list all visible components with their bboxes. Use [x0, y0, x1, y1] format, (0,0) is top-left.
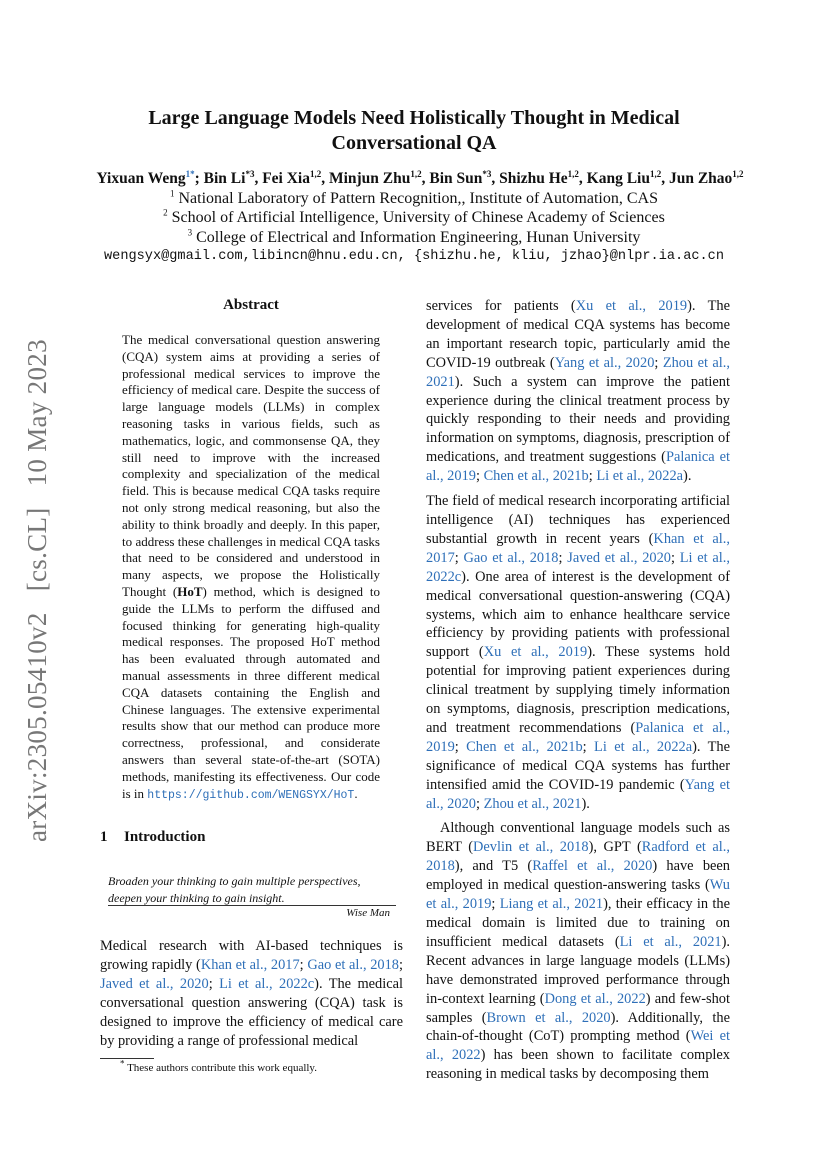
paper-title	[100, 106, 728, 156]
body-text: ;	[558, 549, 568, 566]
body-text: ;	[475, 468, 484, 485]
citation-link[interactable]: Brown et al., 2020	[486, 1009, 611, 1026]
author-name: Bin Li	[203, 170, 246, 187]
section-title: Introduction	[124, 829, 206, 845]
abstract-text: .	[354, 785, 358, 801]
body-text: services for patients (	[426, 298, 576, 314]
arxiv-id: arXiv:2305.05410v2	[22, 612, 52, 842]
body-text: ).	[683, 468, 692, 485]
method-name: HoT	[177, 583, 203, 599]
body-text: Medical research with AI-based techniques is growing rapidly (	[100, 938, 403, 973]
body-text: ). Recent advances in large language models (LLMs) have demonstrated improved performance through in-context learning (	[426, 933, 730, 1007]
body-text: ;	[454, 549, 464, 566]
arxiv-date: 10 May 2023	[22, 339, 52, 487]
citation-link[interactable]: Xu et al., 2019	[575, 298, 688, 314]
body-text: The field of medical research incorporating artificial intelligence (AI) techniques has experienced substantial growth in recent years (	[426, 493, 730, 547]
body-text: ). The medical conversational question answering (CQA) task is designed to improve the efficiency of medical care by providing a range of professional medical	[100, 976, 403, 1049]
affiliation-number: 2	[163, 207, 168, 218]
author-affil-mark: 1,2	[410, 168, 422, 179]
citation-link[interactable]: Khan et al., 2017	[200, 957, 300, 973]
body-text: ;	[299, 957, 308, 973]
body-text: ;	[654, 354, 663, 371]
author-emails: wengsyx@gmail.com,libincn@hnu.edu.cn, {shizhu.he, kliu, jzhao}@nlpr.ia.ac.cn	[104, 249, 724, 264]
citation-link[interactable]: Li et al., 2022a	[594, 738, 693, 755]
body-text: ). These systems hold potential for improving patient experiences during clinical treatment by supplying timely information on symptoms, diagnosis, prescription medications, and treatment recommendations (	[426, 644, 730, 736]
author-name: Jun Zhao	[668, 170, 733, 187]
author-affil-mark[interactable]: 1	[185, 168, 191, 179]
body-text: ). Additionally, the chain-of-thought (CoT) prompting method (	[426, 1009, 730, 1045]
body-text: ). Such a system can improve the patient experience during the clinical treatment process by quickly responding to their needs and providing information on symptoms, diagnosis, prescription of medications, and treatment suggestions (	[426, 373, 730, 466]
author-affil-mark: 1,2	[567, 168, 579, 179]
affiliation-2	[60, 208, 768, 228]
code-url-link[interactable]: https://github.com/WENGSYX/HoT	[147, 788, 355, 802]
body-text: ), their efficacy in the medical domain is limited due to training on insufficient medical datasets (	[426, 896, 731, 950]
citation-link[interactable]: Devlin et al., 2018	[473, 839, 589, 856]
citation-link[interactable]: Chen et al., 2021b	[483, 468, 589, 485]
author-name: Minjun Zhu	[328, 170, 411, 187]
author-list: Yixuan Weng$^{1*}$; Bin Li$^{*3}$, Fei Xia$^{1,2}$, Minjun Zhu$^{1,2}$, Bin Sun$^{*3}$, Shizhu He$^{1,2}$, Kang Liu$^{1,2}$, Jun Zhao$^{1,2}$	[96, 168, 744, 187]
citation-link[interactable]: Wei et al., 2022	[426, 1028, 730, 1064]
affiliation-text: School of Artificial Intelligence, University of Chinese Academy of Sciences	[171, 209, 665, 226]
arxiv-sidebar-stamp	[22, 339, 62, 842]
body-text: ;	[671, 549, 680, 566]
author-name: Fei Xia	[262, 170, 310, 187]
body-text: ), and T5 (	[454, 858, 533, 875]
title-line-1: Large Language Models Need Holistically Thought in Medical	[148, 107, 680, 129]
body-text: ;	[399, 957, 403, 973]
citation-link[interactable]: Raffel et al., 2020	[532, 858, 653, 875]
author-affil-mark: 1,2	[309, 168, 322, 179]
body-text: ;	[208, 976, 220, 992]
footnote	[120, 1058, 410, 1075]
citation-link[interactable]: Palanica et al., 2019	[426, 449, 730, 485]
author-affil-mark: 1,2	[732, 168, 744, 179]
affiliation-3	[60, 228, 768, 248]
section-number: 1	[100, 829, 108, 845]
body-text: ). One area of interest is the development of medical conversational question-answering (CQA) systems, which aim to enhance healthcare service efficiency by providing patients with professional support (	[426, 568, 730, 661]
citation-link[interactable]: Javed et al., 2020	[100, 976, 209, 992]
paragraph	[426, 492, 730, 813]
body-text: ) and few-shot samples (	[426, 990, 731, 1026]
paragraph	[426, 297, 730, 486]
body-text: ). The significance of medical CQA systems has further intensified amid the COVID-19 pandemic (	[426, 738, 730, 793]
body-text: ;	[588, 468, 597, 485]
abstract-heading: Abstract	[223, 297, 279, 313]
citation-link[interactable]: Yang et al., 2020	[554, 354, 655, 371]
citation-link[interactable]: Zhou et al., 2021	[483, 795, 582, 812]
affiliation-1	[60, 189, 768, 209]
arxiv-category: [cs.CL]	[22, 507, 52, 592]
quote-line: Broaden your thinking to gain multiple perspectives,	[108, 874, 361, 888]
citation-link[interactable]: Dong et al., 2022	[544, 990, 646, 1007]
section-heading-introduction	[100, 829, 205, 846]
right-column	[426, 297, 730, 1090]
quote-divider	[108, 905, 396, 906]
citation-link[interactable]: Chen et al., 2021b	[466, 738, 583, 755]
author-name: Shizhu He	[499, 170, 568, 187]
abstract-text: The medical conversational question answering (CQA) system aims at providing a series of professional medical services to improve the efficiency of medical care. Despite the success of large language models (LLMs) in complex reasoning tasks in various fields, such as mathematics, logic, and commonsense QA, they still need to improve with the increased complexity and specialization of the medical field. This is because medical CQA tasks require not only strong medical reasoning, but also the ability to think broadly and deeply. In this paper, to address these challenges in medical CQA tasks that need to be considered and understood in many aspects, we propose the Holistically Thought (	[122, 332, 380, 599]
citation-link[interactable]: Liang et al., 2021	[499, 896, 604, 913]
paragraph	[426, 819, 730, 1084]
citation-link[interactable]: Khan et al., 2017	[426, 530, 730, 566]
footnote-mark: *	[120, 1058, 125, 1069]
quote-author: Wise Man	[346, 907, 390, 919]
citation-link[interactable]: Xu et al., 2019	[483, 644, 588, 661]
affiliation-number: 1	[170, 188, 175, 199]
citation-link[interactable]: Li et al., 2022c	[426, 549, 730, 585]
citation-link[interactable]: Li et al., 2021	[619, 933, 722, 950]
citation-link[interactable]: Javed et al., 2020	[567, 549, 671, 566]
abstract-body	[122, 332, 380, 804]
affiliation-text: College of Electrical and Information Engineering, Hunan University	[196, 229, 641, 246]
affiliation-number: 3	[187, 227, 193, 238]
body-text: ;	[454, 738, 467, 755]
body-text: Although conventional language models such as BERT (	[426, 820, 730, 856]
author-footnote-mark[interactable]: *	[190, 168, 195, 179]
citation-link[interactable]: Radford et al., 2018	[426, 839, 730, 875]
body-text: ;	[475, 795, 484, 812]
citation-link[interactable]: Yang et al., 2020	[426, 776, 731, 812]
citation-link[interactable]: Gao et al., 2018	[307, 957, 399, 973]
author-affil-mark: *3	[245, 168, 255, 179]
citation-link[interactable]: Li et al., 2022c	[219, 976, 315, 992]
intro-paragraph-1	[100, 937, 403, 1051]
footnote-rule	[100, 1058, 154, 1059]
author-affil-mark: 1,2	[649, 168, 662, 179]
body-text: ) have been employed in medical question-answering tasks (	[426, 858, 730, 894]
body-text: ;	[582, 738, 595, 755]
epigraph-quote	[108, 873, 396, 907]
affiliation-text: National Laboratory of Pattern Recognition,, Institute of Automation, CAS	[178, 190, 658, 207]
citation-link[interactable]: Zhou et al., 2021	[426, 354, 730, 390]
author-name: Kang Liu	[586, 170, 650, 187]
author-name: Bin Sun	[429, 170, 483, 187]
citation-link[interactable]: Wu et al., 2019	[426, 877, 730, 913]
author-name: Yixuan Weng	[96, 170, 186, 187]
author-affil-mark: *3	[482, 168, 492, 179]
footnote-text: These authors contribute this work equally.	[127, 1062, 317, 1074]
quote-line: deepen your thinking to gain insight.	[108, 891, 285, 905]
body-text: ). The development of medical CQA systems has become an important research topic, particularly amid the COVID-19 outbreak (	[426, 298, 730, 371]
body-text: ).	[581, 795, 590, 812]
body-text: ;	[491, 896, 500, 913]
citation-link[interactable]: Gao et al., 2018	[463, 549, 559, 566]
body-text: ) has been shown to facilitate complex reasoning in medical tasks by decomposing them	[426, 1047, 730, 1083]
body-text: ), GPT (	[588, 839, 642, 856]
title-line-2: Conversational QA	[331, 132, 497, 154]
citation-link[interactable]: Palanica et al., 2019	[426, 719, 730, 755]
abstract-text: ) method, which is designed to guide the LLMs to perform the diffused and focused thinking for generating high-quality medical responses. The proposed HoT method has been evaluated through automated and manual assessments in three different medical CQA datasets containing the English and Chinese languages. The extensive experimental results show that our method can produce more correctness, professional, and considerate answers than several state-of-the-art (SOTA) methods, manifesting its effectiveness. Our code is in	[122, 583, 380, 801]
citation-link[interactable]: Li et al., 2022a	[596, 468, 684, 485]
